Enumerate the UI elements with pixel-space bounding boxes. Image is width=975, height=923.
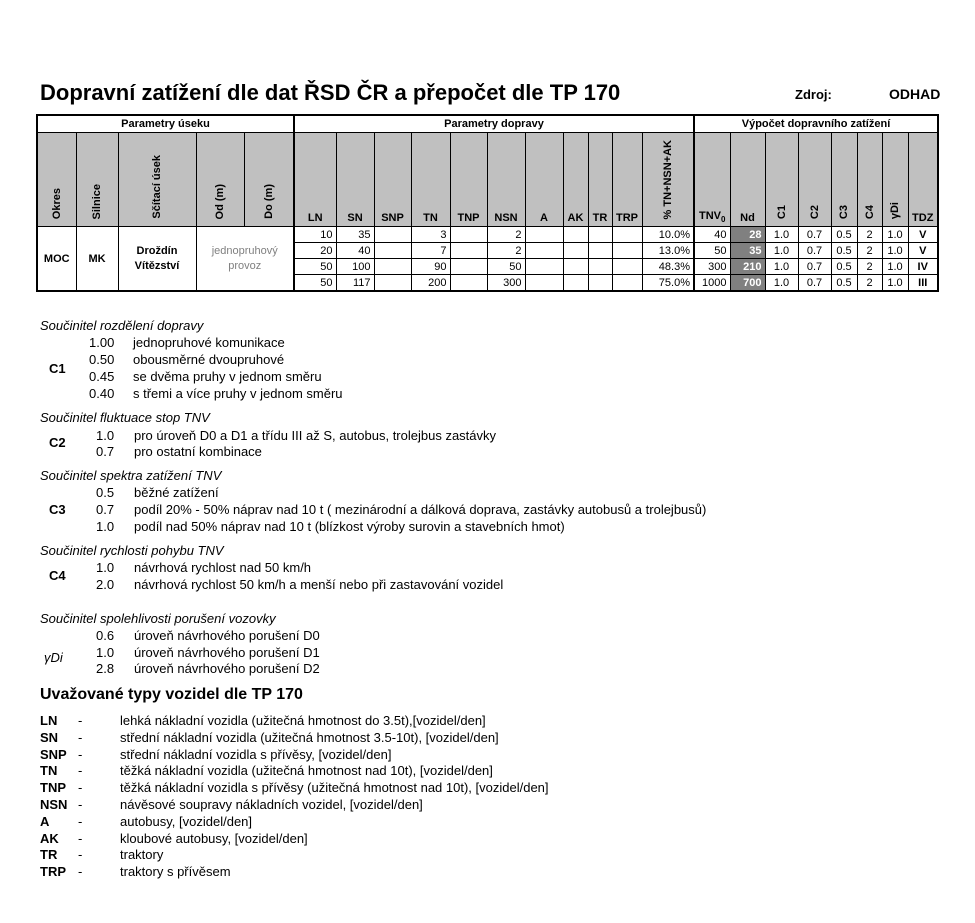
cell-c2: 0.7 — [798, 227, 831, 243]
vehicle-type-desc: autobusy, [vozidel/den] — [120, 813, 253, 829]
cell-tnv: 40 — [694, 227, 730, 243]
c3-item: 0.7 podíl 20% - 50% náprav nad 10 t ( mezinárodní a dálková doprava, zastávky autobusů a trolejbusů) — [96, 502, 707, 517]
vehicle-type-desc: těžká nákladní vozidla (užitečná hmotnost nad 10t), [vozidel/den] — [120, 763, 493, 779]
cell-tn: 90 — [411, 259, 450, 275]
col-gdi: γDi — [882, 133, 908, 227]
vehicle-type-desc: návěsové soupravy nákladních vozidel, [vozidel/den] — [120, 797, 423, 812]
cell-pct: 48.3% — [642, 259, 694, 275]
cell-c3: 0.5 — [831, 243, 857, 259]
col-c1: C1 — [765, 133, 798, 227]
c4-label: C4 — [49, 568, 66, 583]
col-ak: AK — [563, 133, 588, 227]
gdi-item: 1.0 úroveň návrhového porušení D1 — [96, 645, 320, 660]
cell-trp — [612, 243, 642, 259]
cell-trp — [612, 275, 642, 292]
cell-a — [525, 227, 563, 243]
cell-c4: 2 — [857, 227, 882, 243]
vehicle-type-abbr: SN — [40, 729, 59, 745]
cell-ln: 20 — [294, 243, 336, 259]
vehicle-type-abbr: SNP — [40, 746, 67, 762]
c3-item: 0.5 běžné zatížení — [96, 485, 219, 500]
c1-item: 1.00 jednopruhové komunikace — [89, 335, 285, 350]
col-c3: C3 — [831, 133, 857, 227]
vehicle-type-abbr: TR — [40, 847, 58, 863]
cell-tn: 200 — [411, 275, 450, 292]
c4-item: 2.0 návrhová rychlost 50 km/h a menší nebo při zastavování vozidel — [96, 577, 504, 592]
c3-item: 1.0 podíl nad 50% náprav nad 10 t (blízkost výroby surovin a stavebních hmot) — [96, 519, 565, 534]
vehicle-type-dash: - — [78, 797, 83, 812]
page-title: Dopravní zatížení dle dat ŘSD ČR a přepočet dle TP 170 — [40, 80, 621, 105]
c4-title: Součinitel rychlosti pohybu TNV — [40, 543, 224, 558]
vehicle-type-dash: - — [78, 847, 83, 863]
cell-nsn: 2 — [487, 243, 525, 259]
cell-silnice: MK — [76, 227, 118, 292]
cell-c2: 0.7 — [798, 275, 831, 292]
group-header-calculation: Výpočet dopravního zatížení — [694, 115, 938, 133]
cell-tnv: 50 — [694, 243, 730, 259]
vehicle-type-abbr: TRP — [40, 864, 66, 880]
gdi-label: γDi — [44, 650, 63, 665]
cell-sn: 117 — [336, 275, 374, 292]
cell-tdz: V — [908, 227, 938, 243]
vehicle-type-dash: - — [78, 763, 83, 779]
cell-c4: 2 — [857, 243, 882, 259]
c2-item: 1.0 pro úroveň D0 a D1 a třídu III až S, autobus, trolejbus zastávky — [96, 428, 497, 443]
c1-title: Součinitel rozdělení dopravy — [40, 318, 204, 333]
cell-tdz: III — [908, 275, 938, 292]
cell-tr — [588, 259, 612, 275]
cell-c1: 1.0 — [765, 227, 798, 243]
vehicle-type-abbr: AK — [40, 830, 59, 846]
cell-a — [525, 275, 563, 292]
cell-c3: 0.5 — [831, 227, 857, 243]
cell-tnp — [450, 259, 487, 275]
cell-ak — [563, 275, 588, 292]
cell-pct: 10.0% — [642, 227, 694, 243]
cell-ln: 50 — [294, 259, 336, 275]
c2-title: Součinitel fluktuace stop TNV — [40, 410, 210, 425]
col-usek: Sčítací úsek — [118, 133, 196, 227]
cell-ak — [563, 259, 588, 275]
col-nd: Nd — [730, 133, 765, 227]
col-a: A — [525, 133, 563, 227]
cell-trp — [612, 259, 642, 275]
cell-od-do: jednopruhový provoz — [196, 227, 294, 292]
traffic-load-table — [36, 114, 939, 292]
cell-tnp — [450, 275, 487, 292]
c1-label: C1 — [49, 361, 66, 376]
vehicle-type-desc: střední nákladní vozidla s přívěsy, [vozidel/den] — [120, 746, 392, 762]
cell-tdz: IV — [908, 259, 938, 275]
cell-gdi: 1.0 — [882, 227, 908, 243]
cell-snp — [374, 243, 411, 259]
cell-tdz: V — [908, 243, 938, 259]
vehicle-type-abbr: LN — [40, 713, 58, 728]
col-tnp: TNP — [450, 133, 487, 227]
vehicle-type-dash: - — [78, 830, 83, 846]
col-okres: Okres — [37, 133, 76, 227]
c2-label: C2 — [49, 435, 66, 450]
cell-c4: 2 — [857, 259, 882, 275]
cell-sn: 100 — [336, 259, 374, 275]
group-header-traffic: Parametry dopravy — [294, 115, 694, 133]
col-od: Od (m) — [196, 133, 244, 227]
cell-c2: 0.7 — [798, 243, 831, 259]
cell-a — [525, 259, 563, 275]
vehicle-type-abbr: A — [40, 813, 50, 829]
cell-ln: 10 — [294, 227, 336, 243]
col-tr: TR — [588, 133, 612, 227]
cell-tnv: 1000 — [694, 275, 730, 292]
cell-pct: 13.0% — [642, 243, 694, 259]
vehicle-type-dash: - — [78, 813, 83, 829]
cell-c4: 2 — [857, 275, 882, 292]
cell-snp — [374, 275, 411, 292]
vehicle-type-desc: traktory s přívěsem — [120, 864, 231, 880]
vehicle-type-abbr: TN — [40, 763, 58, 779]
gdi-item: 0.6 úroveň návrhového porušení D0 — [96, 628, 320, 643]
vehicle-type-dash: - — [78, 729, 83, 745]
cell-ln: 50 — [294, 275, 336, 292]
cell-tr — [588, 227, 612, 243]
cell-gdi: 1.0 — [882, 243, 908, 259]
vehicle-type-abbr: NSN — [40, 797, 68, 812]
col-tnv: $TNV_0$ — [694, 133, 730, 227]
cell-okres: MOC — [37, 227, 76, 292]
cell-tn: 3 — [411, 227, 450, 243]
col-c4: C4 — [857, 133, 882, 227]
c2-item: 0.7 pro ostatní kombinace — [96, 444, 262, 459]
vehicle-type-dash: - — [78, 864, 83, 880]
cell-c3: 0.5 — [831, 259, 857, 275]
cell-tn: 7 — [411, 243, 450, 259]
col-c2: C2 — [798, 133, 831, 227]
cell-c2: 0.7 — [798, 259, 831, 275]
c1-item: 0.45 se dvěma pruhy v jednom směru — [89, 369, 322, 384]
vehicle-type-desc: těžká nákladní vozidla s přívěsy (užitečná hmotnost nad 10t), [vozidel/den] — [120, 780, 549, 796]
cell-a — [525, 243, 563, 259]
group-header-section: Parametry úseku — [37, 115, 294, 133]
cell-ak — [563, 243, 588, 259]
vehicle-type-abbr: TNP — [40, 780, 66, 796]
vehicle-types-title: Uvažované typy vozidel dle TP 170 — [40, 686, 303, 703]
cell-tnp — [450, 243, 487, 259]
col-tdz: TDZ — [908, 133, 938, 227]
source-value: ODHAD — [889, 86, 941, 102]
cell-nd: 700 — [730, 275, 765, 292]
cell-gdi: 1.0 — [882, 275, 908, 292]
cell-nd: 35 — [730, 243, 765, 259]
cell-snp — [374, 259, 411, 275]
cell-sn: 35 — [336, 227, 374, 243]
c3-title: Součinitel spektra zatížení TNV — [40, 468, 222, 483]
cell-tr — [588, 243, 612, 259]
table-row — [37, 227, 938, 243]
cell-tnv: 300 — [694, 259, 730, 275]
cell-nsn: 300 — [487, 275, 525, 292]
cell-nsn: 50 — [487, 259, 525, 275]
cell-nd: 210 — [730, 259, 765, 275]
col-nsn: NSN — [487, 133, 525, 227]
cell-c1: 1.0 — [765, 243, 798, 259]
cell-sn: 40 — [336, 243, 374, 259]
c1-item: 0.50 obousměrné dvoupruhové — [89, 352, 285, 367]
cell-pct: 75.0% — [642, 275, 694, 292]
vehicle-type-dash: - — [78, 746, 83, 762]
cell-nsn: 2 — [487, 227, 525, 243]
cell-ak — [563, 227, 588, 243]
cell-c1: 1.0 — [765, 275, 798, 292]
cell-tnp — [450, 227, 487, 243]
vehicle-type-dash: - — [78, 780, 83, 796]
col-tn: TN — [411, 133, 450, 227]
cell-trp — [612, 227, 642, 243]
source-label: Zdroj: — [795, 87, 832, 102]
cell-usek: Droždín Vítězství — [118, 227, 196, 292]
cell-tr — [588, 275, 612, 292]
cell-snp — [374, 227, 411, 243]
c1-item: 0.40 s třemi a více pruhy v jednom směru — [89, 386, 343, 401]
gdi-title: Součinitel spolehlivosti porušení vozovky — [40, 611, 276, 626]
vehicle-type-desc: traktory — [120, 847, 164, 863]
vehicle-type-desc: střední nákladní vozidla (užitečná hmotnost 3.5-10t), [vozidel/den] — [120, 729, 499, 745]
c3-label: C3 — [49, 502, 66, 517]
cell-gdi: 1.0 — [882, 259, 908, 275]
col-pct: % TN+NSN+AK — [642, 133, 694, 227]
cell-c3: 0.5 — [831, 275, 857, 292]
col-do: Do (m) — [244, 133, 294, 227]
c4-item: 1.0 návrhová rychlost nad 50 km/h — [96, 560, 312, 575]
vehicle-type-dash: - — [78, 713, 83, 728]
col-trp: TRP — [612, 133, 642, 227]
col-silnice: Silnice — [76, 133, 118, 227]
col-ln: LN — [294, 133, 336, 227]
col-sn: SN — [336, 133, 374, 227]
gdi-item: 2.8 úroveň návrhového porušení D2 — [96, 661, 320, 676]
cell-c1: 1.0 — [765, 259, 798, 275]
vehicle-type-desc: lehká nákladní vozidla (užitečná hmotnost do 3.5t),[vozidel/den] — [120, 713, 486, 728]
col-snp: SNP — [374, 133, 411, 227]
cell-nd: 28 — [730, 227, 765, 243]
vehicle-type-desc: kloubové autobusy, [vozidel/den] — [120, 830, 308, 846]
